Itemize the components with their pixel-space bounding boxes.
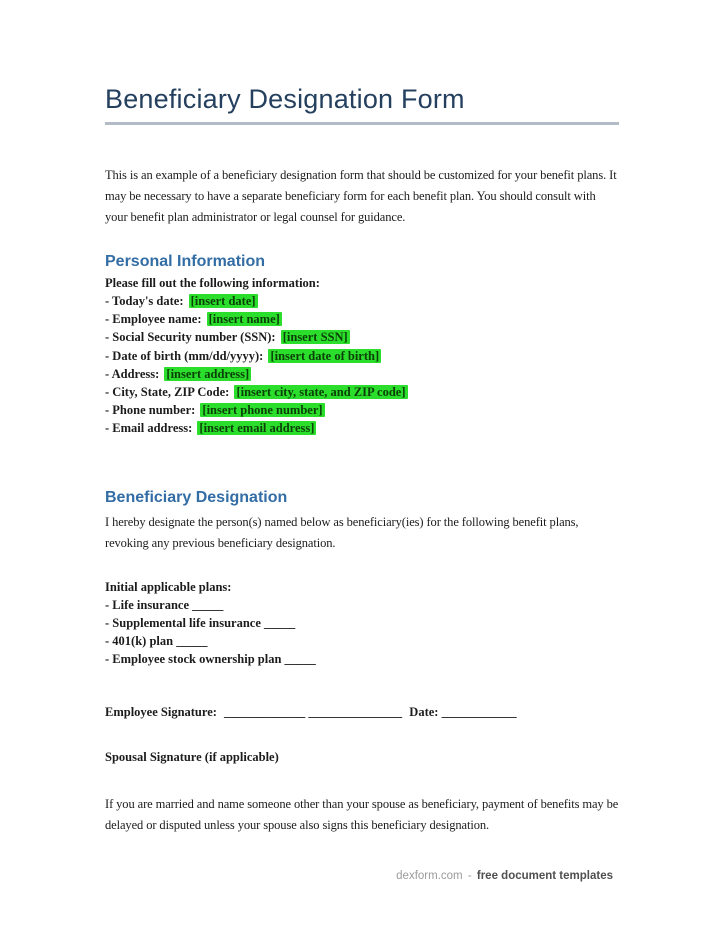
- field-row-ssn: [105, 328, 619, 346]
- field-label: - Email address:: [105, 421, 193, 436]
- footer-tagline: free document templates: [476, 870, 613, 882]
- footer-separator: -: [467, 870, 472, 882]
- plan-row-supplemental-life-insurance: [105, 614, 619, 632]
- plan-label: - Life insurance: [105, 597, 190, 612]
- employee-signature-label: Employee Signature:: [105, 704, 217, 719]
- plan-label: - Supplemental life insurance: [105, 616, 261, 631]
- field-label: - Employee name:: [105, 312, 202, 327]
- date-label: Date:: [409, 704, 439, 719]
- field-label: - Address:: [105, 366, 160, 381]
- field-label: - Date of birth (mm/dd/yyyy):: [105, 348, 264, 363]
- field-row-date-of-birth: [105, 347, 619, 365]
- footer-brand: dexform.com: [396, 870, 463, 882]
- marriage-notice-paragraph: If you are married and name someone other than your spouse as beneficiary, payment of benefits may be delayed or disputed unless your spouse also signs this beneficiary designation.: [105, 796, 619, 832]
- plan-blank: _____: [176, 634, 208, 649]
- field-placeholder-chip: [insert date of birth]: [270, 348, 380, 363]
- field-label: - City, State, ZIP Code:: [105, 385, 230, 400]
- employee-signature-blank: _____________ _______________: [224, 704, 403, 719]
- date-blank: ____________: [441, 704, 517, 719]
- field-placeholder-chip: [insert phone number]: [202, 403, 323, 418]
- field-row-city-state-zip: [105, 383, 619, 401]
- plan-row-life-insurance: [105, 596, 619, 614]
- plan-row-401k-plan: [105, 632, 619, 650]
- plan-label: - 401(k) plan: [105, 634, 174, 649]
- field-placeholder-chip: [insert SSN]: [282, 330, 348, 345]
- plan-row-employee-stock-ownership: [105, 650, 619, 668]
- personal-instruction: Please fill out the following information:: [105, 276, 320, 290]
- field-row-address: [105, 365, 619, 383]
- field-row-todays-date: [105, 292, 619, 310]
- employee-signature-line: [105, 703, 619, 721]
- title-rule: [105, 122, 619, 125]
- intro-paragraph: This is an example of a beneficiary designation form that should be customized for your benefit plans. It may be necessary to have a separate beneficiary form for each benefit plan. You should consult with your benefit plan administrator or legal counsel for guidance.: [105, 168, 617, 224]
- spousal-signature-label: Spousal Signature (if applicable): [105, 749, 279, 764]
- field-placeholder-chip: [insert name]: [208, 312, 280, 327]
- footer: [396, 869, 613, 883]
- field-placeholder-chip: [insert city, state, and ZIP code]: [236, 385, 406, 400]
- field-label: - Phone number:: [105, 403, 196, 418]
- field-row-phone-number: [105, 401, 619, 419]
- plan-blank: _____: [192, 597, 224, 612]
- field-placeholder-chip: [insert address]: [166, 366, 250, 381]
- field-row-employee-name: [105, 310, 619, 328]
- document-title: Beneficiary Designation Form: [105, 84, 465, 114]
- field-placeholder-chip: [insert date]: [190, 294, 256, 308]
- field-row-email-address: [105, 419, 619, 437]
- field-placeholder-chip: [insert email address]: [199, 421, 315, 436]
- beneficiary-paragraph: I hereby designate the person(s) named below as beneficiary(ies) for the following benefit plans, revoking any previous beneficiary designation.: [105, 514, 579, 550]
- plans-label: Initial applicable plans:: [105, 579, 232, 594]
- plan-blank: _____: [264, 616, 296, 631]
- section-heading-beneficiary-designation: Beneficiary Designation: [105, 488, 288, 506]
- plan-blank: _____: [284, 652, 316, 667]
- section-heading-personal-information: Personal Information: [105, 253, 266, 270]
- plan-label: - Employee stock ownership plan: [105, 652, 282, 667]
- field-label: - Social Security number (SSN):: [105, 330, 276, 345]
- field-label: - Today's date:: [105, 294, 184, 308]
